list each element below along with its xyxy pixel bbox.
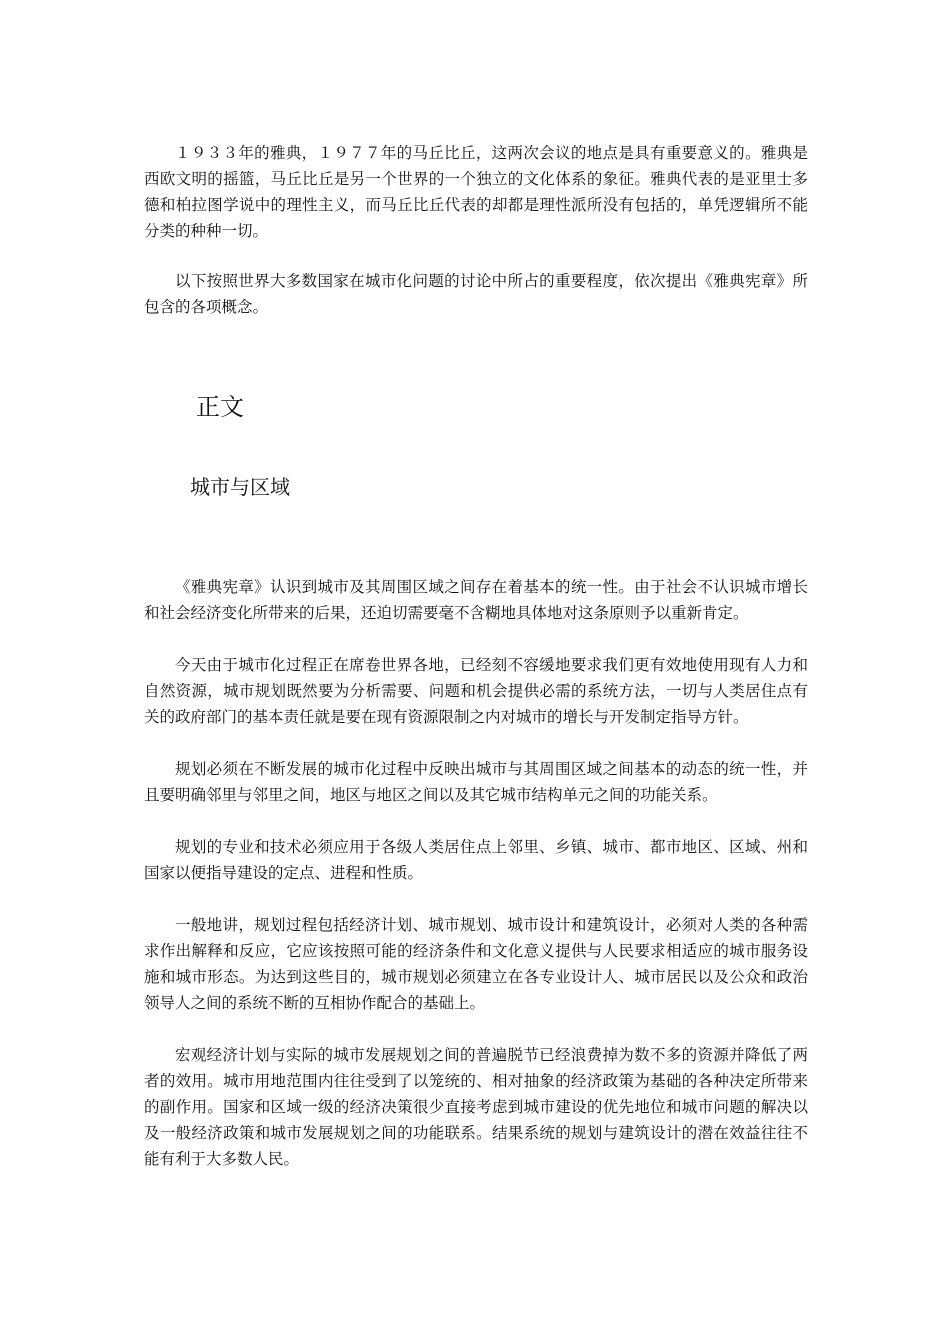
main-heading: 正文 <box>196 393 244 421</box>
section-paragraph-1: 《雅典宪章》认识到城市及其周围区域之间存在着基本的统一性。由于社会不认识城市增长和社会经济变化所带来的后果，还迫切需要毫不含糊地具体地对这条原则予以重新肯定。 <box>144 578 808 622</box>
document-page <box>144 140 808 1172</box>
section-paragraph-5: 一般地讲，规划过程包括经济计划、城市规划、城市设计和建筑设计，必须对人类的各种需求作出解释和反应，它应该按照可能的经济条件和文化意义提供与人民要求相适应的城市服务设施和城市形态。为达到这些目的，城市规划必须建立在各专业设计人、城市居民以及公众和政治领导人之间的系统不断的互相协作配合的基础上。 <box>144 916 808 1012</box>
section-paragraph-6: 宏观经济计划与实际的城市发展规划之间的普遍脱节已经浪费掉为数不多的资源并降低了两者的效用。城市用地范围内往往受到了以笼统的、相对抽象的经济政策为基础的各种决定所带来的副作用。国家和区域一级的经济决策很少直接考虑到城市建设的优先地位和城市问题的解决以及一般经济政策和城市发展规划之间的功能联系。结果系统的规划与建筑设计的潜在效益往往不能有利于大多数人民。 <box>144 1046 808 1168</box>
section-paragraph-2: 今天由于城市化过程正在席卷世界各地，已经刻不容缓地要求我们更有效地使用现有人力和自然资源，城市规划既然要为分析需要、问题和机会提供必需的系统方法，一切与人类居住点有关的政府部门的基本责任就是要在现有资源限制之内对城市的增长与开发制定指导方针。 <box>144 656 808 726</box>
intro-paragraph-2: 以下按照世界大多数国家在城市化问题的讨论中所占的重要程度，依次提出《雅典宪章》所包含的各项概念。 <box>144 272 808 316</box>
intro-paragraph-1: １９３３年的雅典，１９７７年的马丘比丘，这两次会议的地点是具有重要意义的。雅典是西欧文明的摇篮，马丘比丘是另一个世界的一个独立的文化体系的象征。雅典代表的是亚里士多德和柏拉图学说中的理性主义，而马丘比丘代表的却都是理性派所没有包括的，单凭逻辑所不能分类的种种一切。 <box>144 144 808 240</box>
section-paragraph-4: 规划的专业和技术必须应用于各级人类居住点上邻里、乡镇、城市、都市地区、区域、州和国家以便指导建设的定点、进程和性质。 <box>144 838 808 882</box>
section-paragraph-3: 规划必须在不断发展的城市化过程中反映出城市与其周围区域之间基本的动态的统一性，并且要明确邻里与邻里之间，地区与地区之间以及其它城市结构单元之间的功能关系。 <box>144 760 808 804</box>
section-heading: 城市与区域 <box>190 475 290 499</box>
